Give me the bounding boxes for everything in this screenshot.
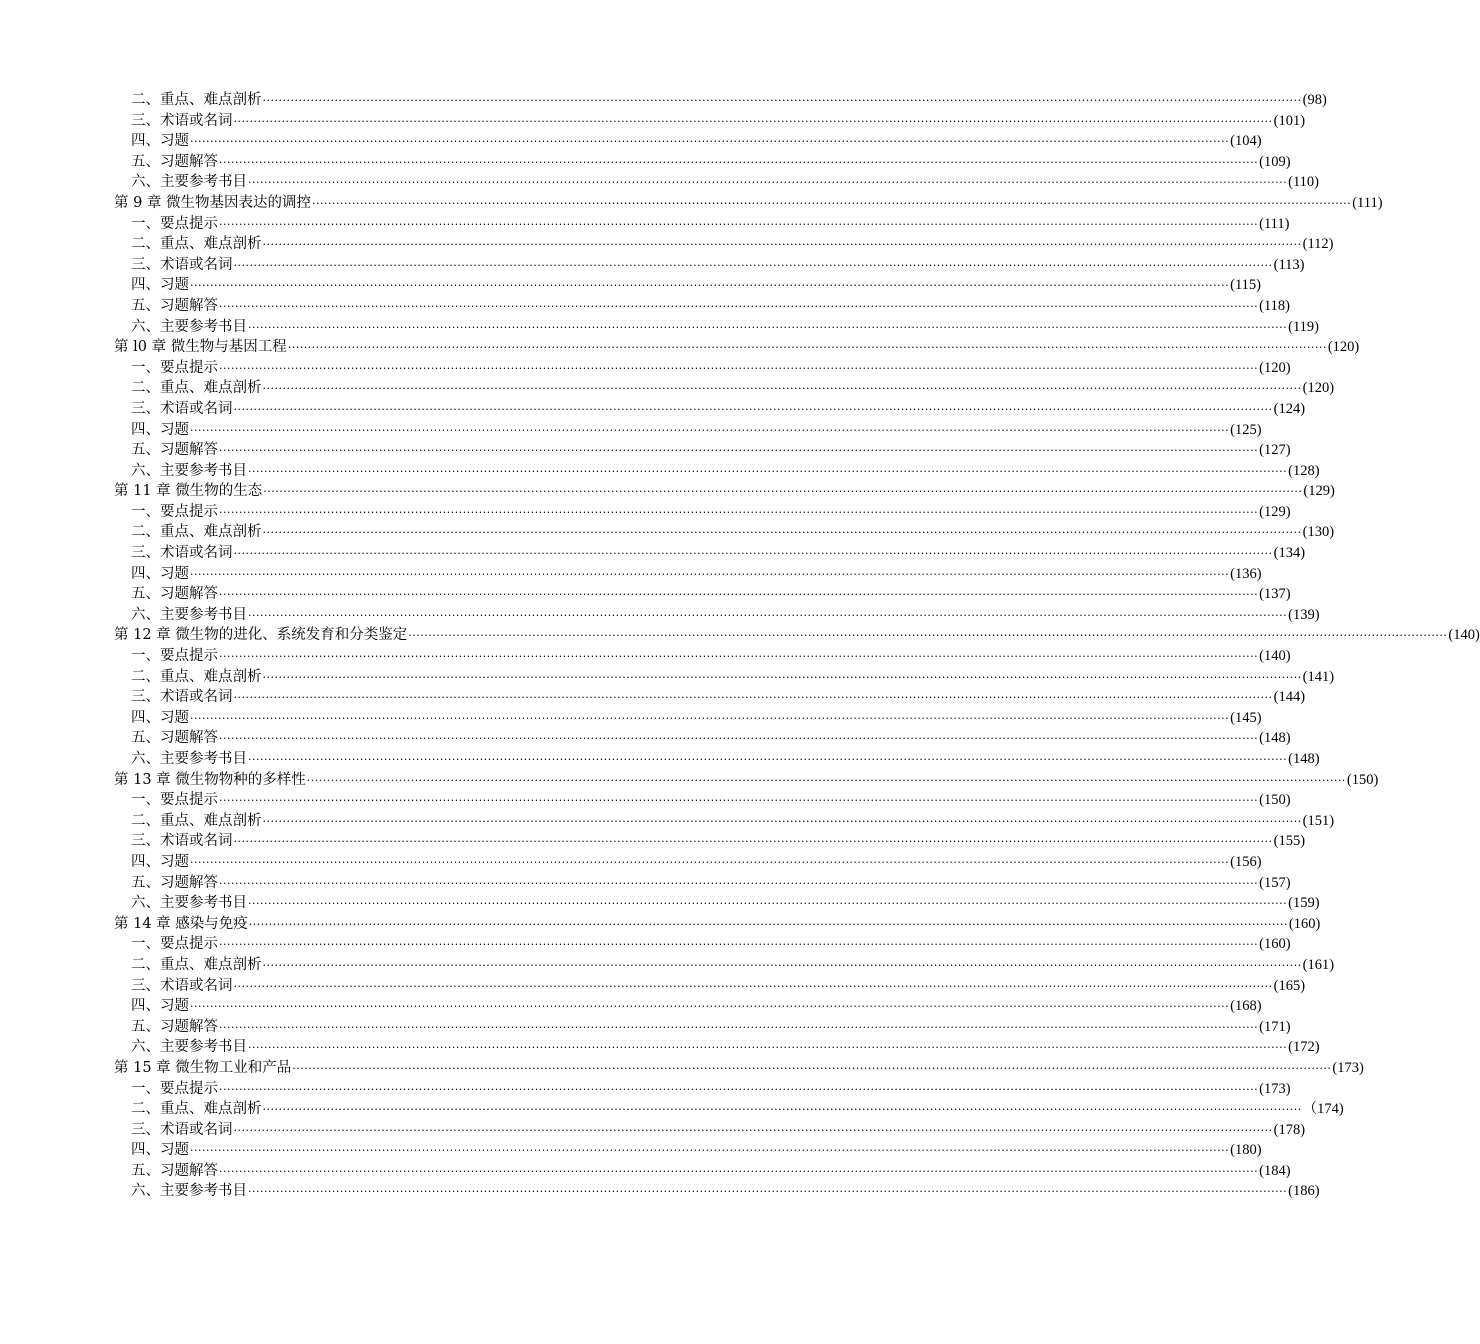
toc-section-entry <box>114 831 1306 852</box>
toc-section-entry <box>114 646 1291 667</box>
dot-leader: ···································································································································································································································································· <box>219 217 1259 231</box>
toc-entry-page-number: (139) <box>1288 606 1320 623</box>
toc-entry-title: 第 11 章 微生物的生态 <box>114 483 263 500</box>
toc-section-entry <box>114 1037 1320 1058</box>
toc-entry-page-number: (118) <box>1259 297 1290 314</box>
toc-entry-title: 五、习题解答 <box>131 586 218 603</box>
toc-entry-page-number: (98) <box>1302 92 1327 108</box>
toc-entry-title: 一、要点提示 <box>131 503 218 520</box>
dot-leader: ···································································································································································································································································· <box>248 464 1288 478</box>
toc-entry-title: 五、习题解答 <box>131 730 218 747</box>
toc-entry-title: 第 l0 章 微生物与基因工程 <box>114 339 287 356</box>
toc-entry-page-number: （174) <box>1302 1101 1344 1118</box>
toc-entry-page-number: (140) <box>1259 648 1291 665</box>
toc-entry-title: 二、重点、难点剖析 <box>131 812 262 829</box>
dot-leader: ···································································································································································································································································· <box>190 279 1230 293</box>
dot-leader: ···································································································································································································································································· <box>219 1020 1259 1034</box>
toc-entry-page-number: (160) <box>1288 915 1321 932</box>
toc-section-entry <box>114 152 1291 173</box>
toc-entry-page-number: (172) <box>1288 1039 1320 1056</box>
toc-section-entry <box>114 955 1335 976</box>
toc-entry-page-number: (136) <box>1230 565 1262 582</box>
toc-entry-page-number: (140) <box>1448 627 1480 644</box>
dot-leader: ···································································································································································································································································· <box>248 1185 1288 1199</box>
toc-entry-title: 一、要点提示 <box>131 792 218 809</box>
dot-leader: ···································································································································································································································································· <box>292 1061 1332 1075</box>
toc-section-entry <box>114 440 1291 461</box>
toc-entry-page-number: (129) <box>1303 483 1335 500</box>
dot-leader: ···································································································································································································································································· <box>262 814 1302 828</box>
toc-entry-title: 二、重点、难点剖析 <box>131 668 262 685</box>
toc-entry-title: 五、习题解答 <box>131 442 218 459</box>
dot-leader: ···································································································································································································································································· <box>248 753 1288 766</box>
toc-section-entry <box>114 234 1334 255</box>
toc-section-entry <box>114 605 1320 626</box>
toc-entry-page-number: (145) <box>1230 709 1262 726</box>
toc-entry-title: 五、习题解答 <box>131 874 218 891</box>
toc-entry-title: 六、主要参考书目 <box>131 895 247 912</box>
toc-section-entry <box>114 873 1291 894</box>
toc-entry-title: 第 13 章 微生物物种的多样性 <box>114 771 306 788</box>
dot-leader: ···································································································································································································································································· <box>190 1144 1230 1158</box>
toc-section-entry <box>114 1181 1320 1202</box>
toc-section-entry <box>114 1161 1291 1182</box>
dot-leader: ···································································································································································································································································· <box>262 1103 1302 1117</box>
toc-entry-page-number: (161) <box>1302 956 1335 973</box>
toc-entry-page-number: (160) <box>1259 936 1291 953</box>
toc-entry-title: 六、主要参考书目 <box>131 606 247 623</box>
toc-entry-page-number: (156) <box>1230 853 1262 870</box>
toc-section-entry <box>114 461 1320 482</box>
dot-leader: ···································································································································································································································································· <box>233 402 1273 416</box>
toc-entry-title: 一、要点提示 <box>131 648 218 665</box>
toc-entry-page-number: (173) <box>1259 1080 1291 1097</box>
toc-entry-page-number: (168) <box>1230 998 1262 1015</box>
toc-section-entry <box>114 667 1335 688</box>
toc-entry-title: 五、习题解答 <box>131 1018 218 1035</box>
toc-entry-page-number: (115) <box>1230 277 1261 294</box>
toc-entry-page-number: (113) <box>1273 256 1305 273</box>
toc-chapter-entry <box>114 625 1480 646</box>
toc-entry-page-number: (120) <box>1327 339 1360 356</box>
toc-section-entry <box>114 893 1320 914</box>
dot-leader: ···································································································································································································································································· <box>248 608 1288 622</box>
toc-entry-page-number: (120) <box>1259 359 1291 376</box>
toc-entry-page-number: (134) <box>1273 545 1306 562</box>
dot-leader: ···································································································································································································································································· <box>219 650 1259 664</box>
toc-section-entry <box>114 255 1305 276</box>
toc-entry-title: 三、术语或名词 <box>131 400 233 417</box>
toc-entry-page-number: (120) <box>1302 380 1335 397</box>
dot-leader: ···································································································································································································································································· <box>233 1123 1273 1137</box>
table-of-contents <box>114 90 1480 1202</box>
toc-entry-page-number: (151) <box>1302 812 1335 829</box>
toc-entry-title: 五、习题解答 <box>131 297 218 314</box>
dot-leader: ···································································································································································································································································· <box>219 588 1259 602</box>
toc-entry-page-number: (141) <box>1302 668 1335 685</box>
toc-entry-title: 六、主要参考书目 <box>131 462 247 479</box>
toc-entry-page-number: (110) <box>1288 174 1319 191</box>
toc-chapter-entry <box>114 481 1335 502</box>
toc-entry-page-number: (150) <box>1259 792 1291 809</box>
dot-leader: ···································································································································································································································································· <box>219 794 1259 808</box>
toc-section-entry <box>114 976 1306 997</box>
dot-leader: ···································································································································································································································································· <box>219 361 1259 375</box>
toc-entry-page-number: (150) <box>1346 771 1379 788</box>
toc-entry-page-number: (109) <box>1259 153 1291 170</box>
toc-entry-page-number: (111) <box>1259 215 1290 232</box>
toc-entry-page-number: (148) <box>1259 730 1291 747</box>
toc-section-entry <box>114 564 1262 585</box>
toc-section-entry <box>114 790 1291 811</box>
toc-entry-title: 二、重点、难点剖析 <box>131 1101 262 1118</box>
toc-entry-title: 六、主要参考书目 <box>131 174 247 191</box>
toc-entry-page-number: (159) <box>1288 895 1320 912</box>
toc-entry-page-number: (186) <box>1288 1183 1320 1200</box>
dot-leader: ···································································································································································································································································· <box>219 1164 1259 1178</box>
dot-leader: ···································································································································································································································································· <box>219 732 1259 746</box>
toc-entry-title: 三、术语或名词 <box>131 689 233 706</box>
toc-entry-title: 四、习题 <box>131 421 189 438</box>
toc-entry-title: 第 12 章 微生物的进化、系统发育和分类鉴定 <box>114 627 408 644</box>
toc-entry-title: 四、习题 <box>131 709 189 726</box>
dot-leader: ···································································································································································································································································· <box>248 1041 1288 1055</box>
toc-chapter-entry <box>114 914 1321 935</box>
dot-leader: ···································································································································································································································································· <box>190 1000 1230 1014</box>
toc-entry-page-number: (178) <box>1273 1121 1306 1138</box>
dot-leader: ···································································································································································································································································· <box>190 855 1230 869</box>
toc-entry-title: 一、要点提示 <box>131 936 218 953</box>
toc-section-entry <box>114 502 1291 523</box>
toc-entry-page-number: (127) <box>1259 442 1291 459</box>
toc-section-entry <box>114 934 1291 955</box>
toc-entry-title: 四、习题 <box>131 1142 189 1159</box>
dot-leader: ···································································································································································································································································· <box>263 485 1303 499</box>
dot-leader: ···································································································································································································································································· <box>306 773 1346 787</box>
dot-leader: ···································································································································································································································································· <box>190 711 1230 725</box>
toc-entry-title: 四、习题 <box>131 133 189 150</box>
dot-leader: ···································································································································································································································································· <box>233 547 1273 561</box>
dot-leader: ···································································································································································································································································· <box>262 382 1302 396</box>
toc-section-entry <box>114 111 1306 132</box>
toc-entry-title: 一、要点提示 <box>131 1080 218 1097</box>
dot-leader: ···································································································································································································································································· <box>233 114 1273 128</box>
dot-leader: ···································································································································································································································································· <box>219 505 1259 519</box>
toc-section-entry <box>114 420 1262 441</box>
toc-entry-page-number: (125) <box>1230 421 1262 438</box>
dot-leader: ···································································································································································································································································· <box>287 341 1327 355</box>
toc-entry-title: 六、主要参考书目 <box>131 1039 247 1056</box>
toc-entry-title: 二、重点、难点剖析 <box>131 92 262 108</box>
toc-entry-page-number: (171) <box>1259 1018 1291 1035</box>
toc-entry-page-number: (155) <box>1273 833 1306 850</box>
dot-leader: ···································································································································································································································································· <box>312 196 1352 210</box>
toc-entry-title: 六、主要参考书目 <box>131 318 247 335</box>
toc-entry-page-number: (144) <box>1273 689 1306 706</box>
dot-leader: ···································································································································································································································································· <box>219 1082 1259 1096</box>
toc-entry-title: 四、习题 <box>131 565 189 582</box>
dot-leader: ···································································································································································································································································· <box>262 526 1302 540</box>
toc-entry-title: 六、主要参考书目 <box>131 751 247 767</box>
dot-leader: ···································································································································································································································································· <box>233 691 1273 705</box>
toc-entry-title: 二、重点、难点剖析 <box>131 380 262 397</box>
toc-section-entry <box>114 1099 1344 1120</box>
toc-section-entry <box>114 584 1291 605</box>
toc-section-entry <box>114 1120 1306 1141</box>
toc-section-entry <box>114 687 1306 708</box>
dot-leader: ···································································································································································································································································· <box>190 567 1230 581</box>
toc-section-entry <box>114 708 1262 729</box>
dot-leader: ···································································································································································································································································· <box>248 176 1288 190</box>
dot-leader: ···································································································································································································································································· <box>219 938 1259 952</box>
toc-entry-title: 二、重点、难点剖析 <box>131 956 262 973</box>
toc-entry-page-number: (137) <box>1259 586 1291 603</box>
dot-leader: ···································································································································································································································································· <box>233 258 1273 272</box>
toc-entry-title: 四、习题 <box>131 277 189 294</box>
toc-entry-page-number: (180) <box>1230 1142 1262 1159</box>
dot-leader: ···································································································································································································································································· <box>219 155 1259 169</box>
dot-leader: ···································································································································································································································································· <box>408 629 1448 643</box>
toc-section-entry <box>114 852 1262 873</box>
toc-chapter-entry <box>114 1058 1364 1079</box>
toc-entry-page-number: (157) <box>1259 874 1291 891</box>
toc-section-entry <box>114 131 1262 152</box>
toc-entry-page-number: (130) <box>1302 524 1335 541</box>
toc-section-entry <box>114 90 1327 111</box>
toc-chapter-entry <box>114 337 1360 358</box>
toc-section-entry <box>114 522 1335 543</box>
toc-section-entry <box>114 811 1335 832</box>
toc-entry-title: 第 14 章 感染与免疫 <box>114 915 248 932</box>
toc-entry-page-number: (124) <box>1273 400 1306 417</box>
toc-entry-title: 一、要点提示 <box>131 359 218 376</box>
toc-entry-title: 三、术语或名词 <box>131 545 233 562</box>
toc-section-entry <box>114 358 1291 379</box>
dot-leader: ···································································································································································································································································· <box>190 135 1230 149</box>
dot-leader: ···································································································································································································································································· <box>233 835 1273 849</box>
dot-leader: ···································································································································································································································································· <box>219 444 1259 458</box>
toc-entry-title: 五、习题解答 <box>131 1162 218 1179</box>
toc-entry-title: 一、要点提示 <box>131 215 218 232</box>
toc-chapter-entry <box>114 193 1383 214</box>
toc-entry-title: 五、习题解答 <box>131 153 218 170</box>
toc-section-entry <box>114 399 1306 420</box>
toc-section-entry <box>114 1079 1291 1100</box>
dot-leader: ···································································································································································································································································· <box>233 979 1273 993</box>
toc-entry-page-number: (184) <box>1259 1162 1291 1179</box>
dot-leader: ···································································································································································································································································· <box>262 238 1302 252</box>
dot-leader: ···································································································································································································································································· <box>262 94 1302 107</box>
toc-section-entry <box>114 317 1319 338</box>
toc-entry-title: 二、重点、难点剖析 <box>131 524 262 541</box>
toc-section-entry <box>114 1140 1262 1161</box>
toc-section-entry <box>114 749 1320 770</box>
toc-entry-page-number: (111) <box>1352 194 1383 211</box>
toc-entry-title: 第 9 章 微生物基因表达的调控 <box>114 194 312 211</box>
toc-entry-page-number: (112) <box>1302 236 1334 253</box>
toc-entry-title: 四、习题 <box>131 998 189 1015</box>
toc-section-entry <box>114 1017 1291 1038</box>
toc-entry-page-number: (128) <box>1288 462 1320 479</box>
dot-leader: ···································································································································································································································································· <box>262 670 1302 684</box>
toc-section-entry <box>114 296 1290 317</box>
toc-entry-title: 三、术语或名词 <box>131 256 233 273</box>
toc-entry-title: 三、术语或名词 <box>131 112 233 129</box>
toc-entry-page-number: (173) <box>1332 1059 1364 1076</box>
dot-leader: ···································································································································································································································································· <box>248 917 1288 931</box>
toc-section-entry <box>114 543 1306 564</box>
toc-entry-title: 六、主要参考书目 <box>131 1183 247 1200</box>
toc-section-entry <box>114 275 1261 296</box>
dot-leader: ···································································································································································································································································· <box>219 876 1259 890</box>
toc-entry-page-number: (101) <box>1273 112 1306 129</box>
toc-entry-title: 三、术语或名词 <box>131 1121 233 1138</box>
toc-entry-page-number: (165) <box>1273 977 1306 994</box>
toc-section-entry <box>114 728 1291 749</box>
toc-section-entry <box>114 996 1262 1017</box>
toc-entry-page-number: (104) <box>1230 133 1262 150</box>
dot-leader: ···································································································································································································································································· <box>248 320 1288 334</box>
toc-entry-page-number: (148) <box>1288 751 1320 767</box>
toc-entry-title: 三、术语或名词 <box>131 833 233 850</box>
dot-leader: ···································································································································································································································································· <box>248 897 1288 911</box>
toc-entry-page-number: (129) <box>1259 503 1291 520</box>
dot-leader: ···································································································································································································································································· <box>262 958 1302 972</box>
toc-entry-title: 第 15 章 微生物工业和产品 <box>114 1059 292 1076</box>
toc-entry-title: 二、重点、难点剖析 <box>131 236 262 253</box>
toc-entry-page-number: (119) <box>1288 318 1319 335</box>
toc-section-entry <box>114 378 1335 399</box>
toc-entry-title: 三、术语或名词 <box>131 977 233 994</box>
toc-section-entry <box>114 214 1290 235</box>
dot-leader: ···································································································································································································································································· <box>190 423 1230 437</box>
toc-chapter-entry <box>114 770 1379 791</box>
dot-leader: ···································································································································································································································································· <box>219 299 1259 313</box>
toc-section-entry <box>114 172 1319 193</box>
toc-entry-title: 四、习题 <box>131 853 189 870</box>
